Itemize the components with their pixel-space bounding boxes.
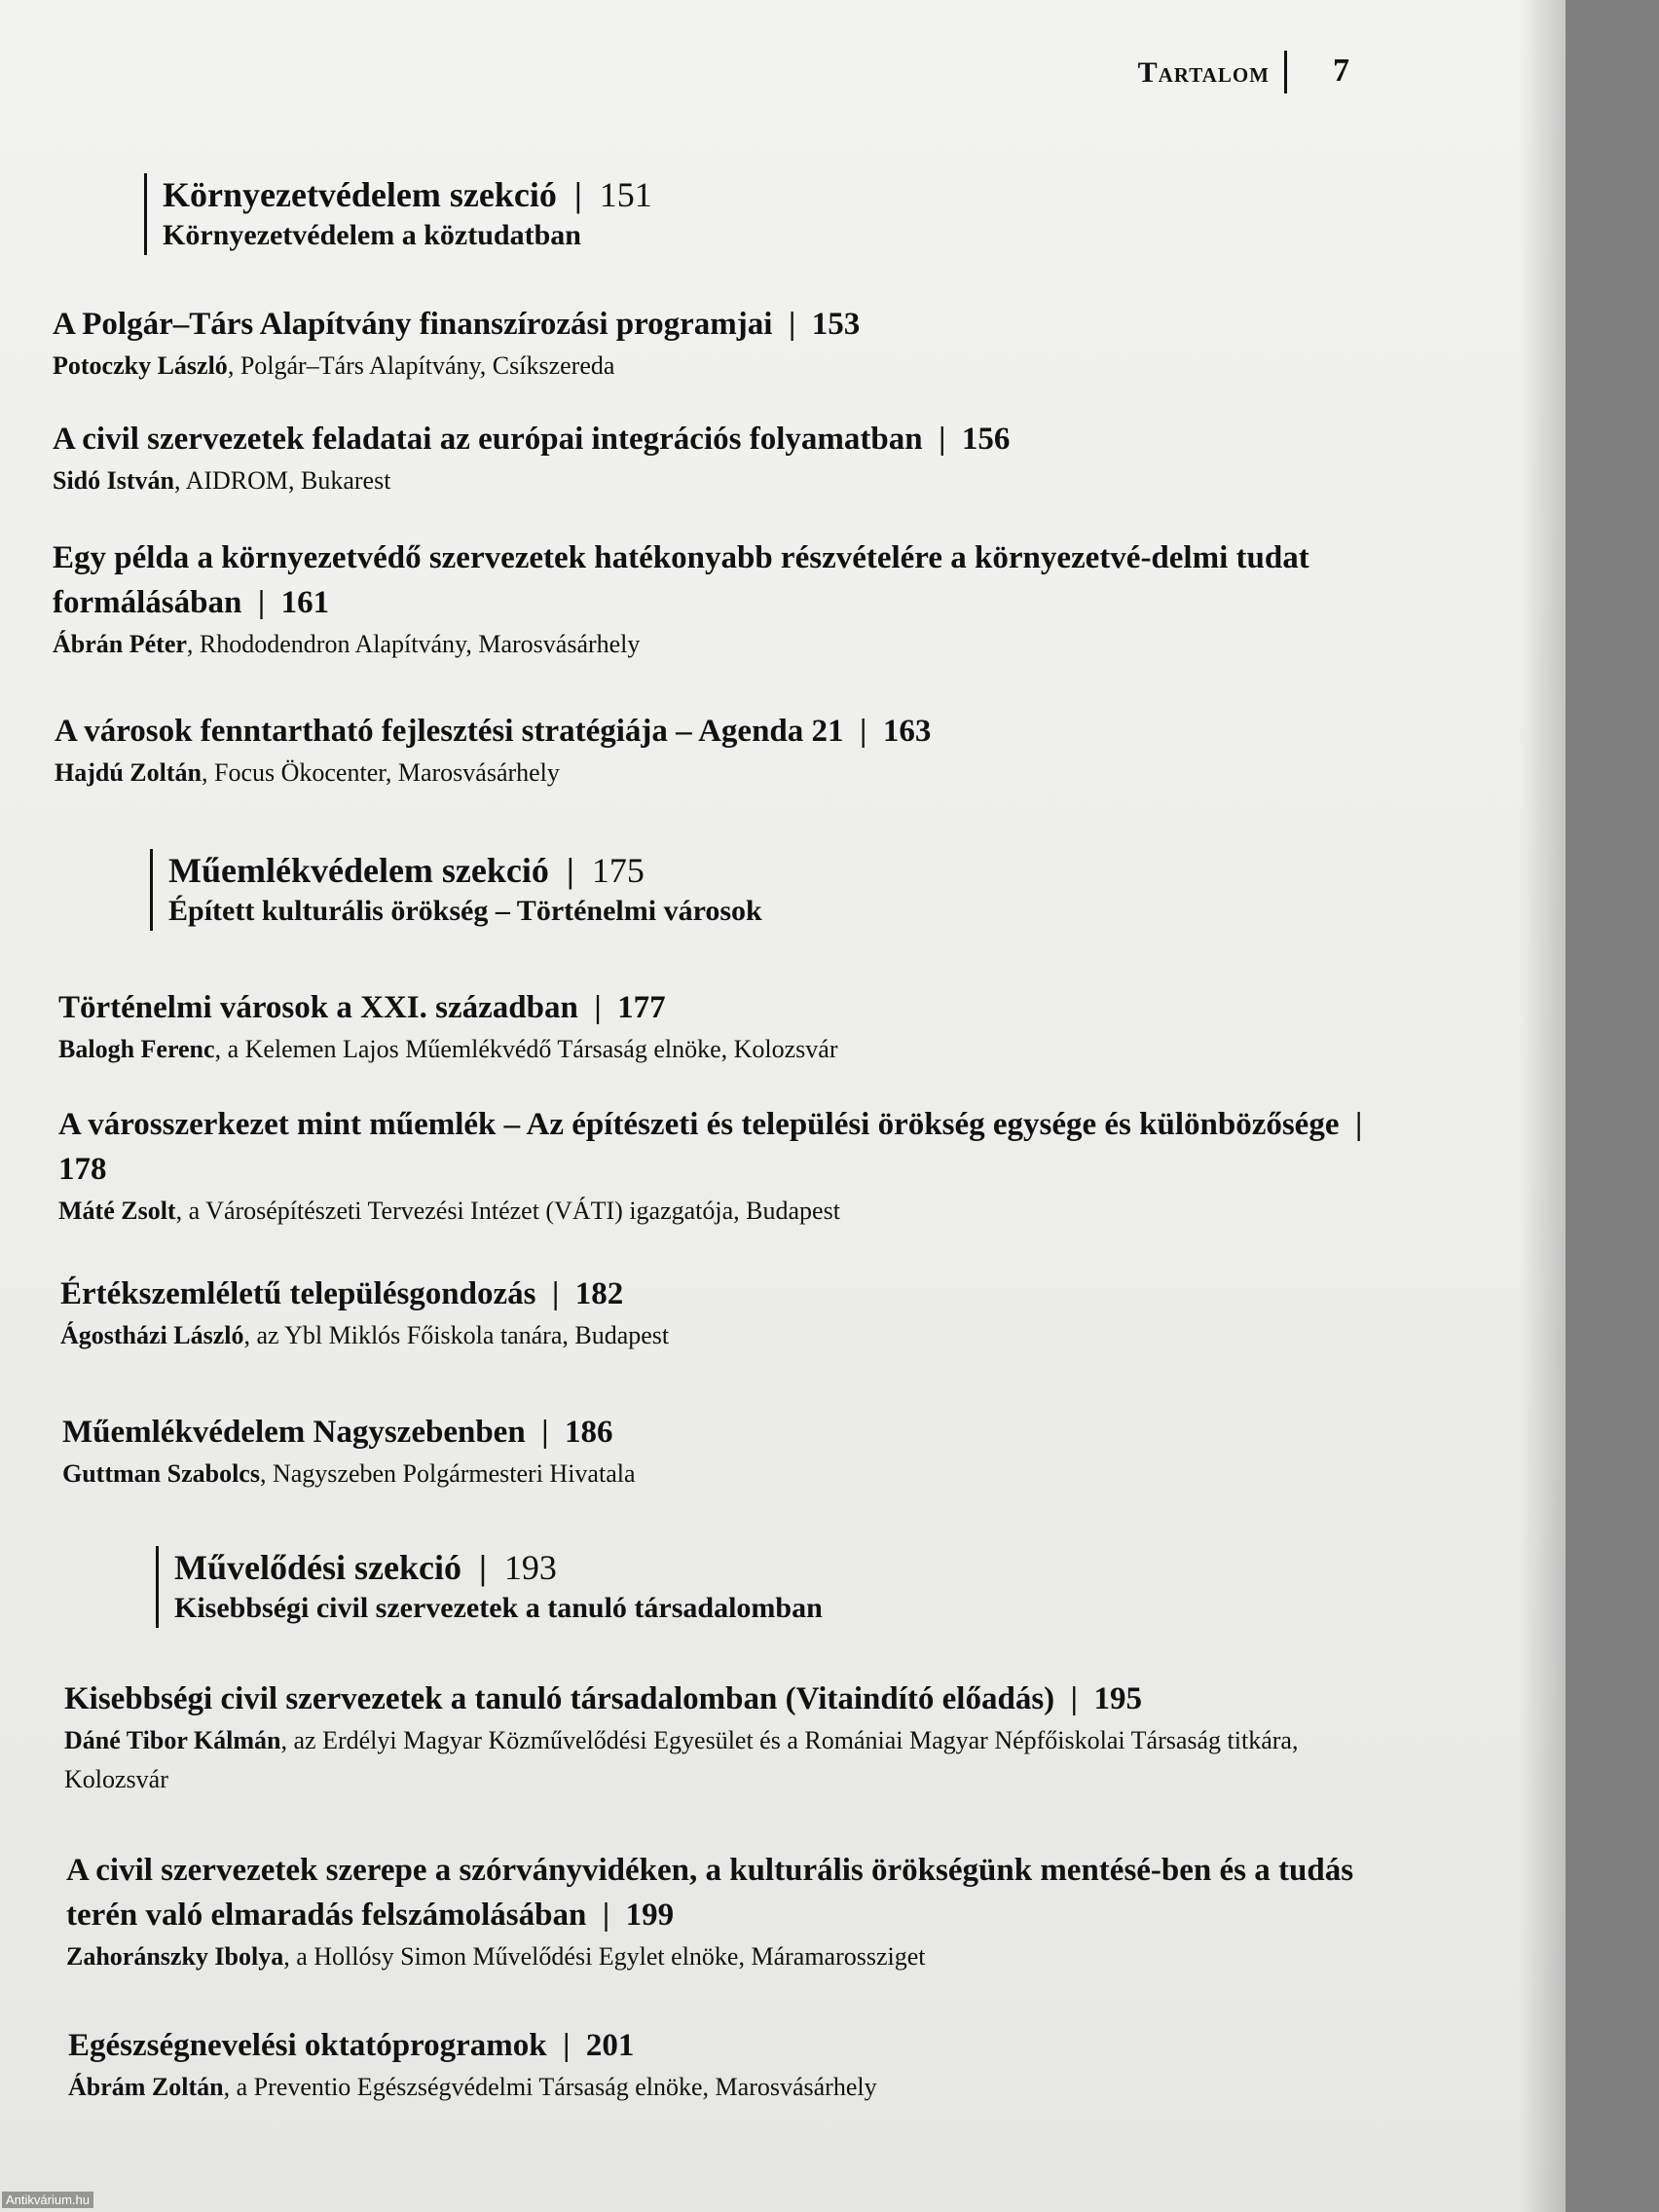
toc-entry[interactable]: Kisebbségi civil szervezetek a tanuló társadalomban (Vitaindító előadás) | 195 Dáné Tibor Kálmán, az Erdélyi Magyar Közművelődési Egyesület és a Romániai Magyar Népfőiskolai Társaság titkára, Kolozsvár xyxy=(64,1681,1299,1793)
toc-entry[interactable]: A civil szervezetek feladatai az európai integrációs folyamatban | 156 Sidó István, AIDROM, Bukarest xyxy=(53,422,1011,495)
entry-author: Potoczky László xyxy=(53,351,228,380)
entry-affiliation: , az Erdélyi Magyar Közművelődési Egyesület és a Romániai Magyar Népfőiskolai Társaság titkára, Kolozsvár xyxy=(64,1726,1299,1793)
page-number: 7 xyxy=(1333,53,1349,89)
entry-page: 195 xyxy=(1093,1681,1142,1716)
entry-affiliation: , a Városépítészeti Tervezési Intézet (VÁTI) igazgatója, Budapest xyxy=(175,1197,840,1225)
entry-page: 156 xyxy=(961,422,1011,457)
toc-entry[interactable]: Történelmi városok a XXI. században | 177 Balogh Ferenc, a Kelemen Lajos Műemlékvédő Társaság elnöke, Kolozsvár xyxy=(58,990,838,1063)
page-edge-shadow xyxy=(1519,0,1566,2212)
running-header xyxy=(1071,51,1363,93)
toc-entry[interactable]: Értékszemléletű településgondozás | 182 Ágostházi László, az Ybl Miklós Főiskola tanára, Budapest xyxy=(60,1276,670,1349)
section-title: Művelődési szekció xyxy=(174,1548,461,1587)
entry-author: Sidó István xyxy=(53,466,174,495)
section-page: 193 xyxy=(503,1548,557,1587)
toc-entry[interactable]: A Polgár–Társ Alapítvány finanszírozási programjai | 153 Potoczky László, Polgár–Társ Alapítvány, Csíkszereda xyxy=(53,307,861,380)
entry-author: Zahoránszky Ibolya xyxy=(66,1942,284,1971)
toc-entry[interactable]: A civil szervezetek szerepe a szórványvidéken, a kulturális örökségünk mentésé-ben és a tudás terén való elmaradás felszámolásában | 199 Zahoránszky Ibolya, a Hollósy Simon Művelődési Egylet elnöke, Máramarossziget xyxy=(66,1853,1354,1971)
header-divider xyxy=(1284,51,1287,93)
entry-page: 186 xyxy=(564,1415,613,1450)
entry-title: A városok fenntartható fejlesztési stratégiája – Agenda 21 xyxy=(55,714,844,749)
entry-title: A városszerkezet mint műemlék – Az építészeti és települési örökség egysége és különbözősége xyxy=(58,1107,1340,1142)
section-subtitle: Környezetvédelem a köztudatban xyxy=(163,219,581,251)
section-heading: Művelődési szekció | 193 Kisebbségi civil szervezetek a tanuló társadalomban xyxy=(156,1546,823,1628)
entry-author: Guttman Szabolcs xyxy=(62,1459,260,1488)
section-subtitle: Épített kulturális örökség – Történelmi városok xyxy=(168,895,762,927)
entry-author: Ábrám Zoltán xyxy=(68,2073,224,2101)
entry-author: Hajdú Zoltán xyxy=(55,758,202,787)
entry-affiliation: , a Hollósy Simon Művelődési Egylet elnöke, Máramarossziget xyxy=(283,1942,926,1971)
entry-title: Egy példa a környezetvédő szervezetek hatékonyabb részvételére a környezetvé-delmi tudat formálásában xyxy=(53,540,1309,620)
entry-page: 177 xyxy=(617,990,666,1025)
entry-affiliation: , AIDROM, Bukarest xyxy=(174,466,391,495)
entry-affiliation: , Nagyszeben Polgármesteri Hivatala xyxy=(259,1459,636,1488)
entry-author: Ágostházi László xyxy=(60,1321,244,1349)
entry-page: 153 xyxy=(811,307,861,342)
entry-page: 163 xyxy=(882,714,932,749)
toc-entry[interactable]: A városszerkezet mint műemlék – Az építészeti és települési örökség egysége és különbözősége | 178 Máté Zsolt, a Városépítészeti Tervezési Intézet (VÁTI) igazgatója, Budapest xyxy=(58,1107,1371,1225)
section-page: 151 xyxy=(599,175,652,214)
entry-affiliation: , a Preventio Egészségvédelmi Társaság elnöke, Marosvásárhely xyxy=(223,2073,877,2101)
watermark: Antikvárium.hu xyxy=(2,2192,93,2208)
entry-page: 178 xyxy=(58,1152,107,1187)
toc-entry[interactable]: Egy példa a környezetvédő szervezetek hatékonyabb részvételére a környezetvé-delmi tudat formálásában | 161 Ábrán Péter, Rhododendron Alapítvány, Marosvásárhely xyxy=(53,540,1309,658)
entry-author: Balogh Ferenc xyxy=(58,1035,215,1063)
entry-affiliation: , Rhododendron Alapítvány, Marosvásárhely xyxy=(186,630,641,658)
entry-affiliation: , az Ybl Miklós Főiskola tanára, Budapest xyxy=(243,1321,670,1349)
entry-title: A civil szervezetek feladatai az európai integrációs folyamatban xyxy=(53,422,923,457)
entry-title: Történelmi városok a XXI. században xyxy=(58,990,578,1025)
entry-title: Műemlékvédelem Nagyszebenben xyxy=(62,1415,526,1450)
entry-page: 182 xyxy=(574,1276,624,1311)
section-title: Műemlékvédelem szekció xyxy=(168,851,549,890)
section-heading: Környezetvédelem szekció | 151 Környezetvédelem a köztudatban xyxy=(144,173,652,255)
entry-page: 161 xyxy=(280,585,330,620)
header-title: Tartalom xyxy=(1137,56,1270,89)
entry-page: 201 xyxy=(585,2028,635,2063)
section-subtitle: Kisebbségi civil szervezetek a tanuló társadalomban xyxy=(174,1592,823,1624)
entry-title: Kisebbségi civil szervezetek a tanuló társadalomban (Vitaindító előadás) xyxy=(64,1681,1055,1716)
entry-affiliation: , Polgár–Társ Alapítvány, Csíkszereda xyxy=(227,351,615,380)
section-title: Környezetvédelem szekció xyxy=(163,175,557,214)
entry-title: Értékszemléletű településgondozás xyxy=(60,1276,536,1311)
toc-entry[interactable]: Műemlékvédelem Nagyszebenben | 186 Guttman Szabolcs, Nagyszeben Polgármesteri Hivatala xyxy=(62,1415,636,1488)
entry-title: A civil szervezetek szerepe a szórványvidéken, a kulturális örökségünk mentésé-ben és a tudás terén való elmaradás felszámolásában xyxy=(66,1853,1354,1933)
entry-author: Ábrán Péter xyxy=(53,630,187,658)
entry-affiliation: , a Kelemen Lajos Műemlékvédő Társaság elnöke, Kolozsvár xyxy=(214,1035,838,1063)
section-page: 175 xyxy=(591,851,645,890)
entry-author: Máté Zsolt xyxy=(58,1197,176,1225)
section-heading: Műemlékvédelem szekció | 175 Épített kulturális örökség – Történelmi városok xyxy=(150,849,762,931)
entry-affiliation: , Focus Ökocenter, Marosvásárhely xyxy=(202,758,560,787)
toc-entry[interactable]: A városok fenntartható fejlesztési stratégiája – Agenda 21 | 163 Hajdú Zoltán, Focus Ökocenter, Marosvásárhely xyxy=(55,714,932,787)
entry-title: A Polgár–Társ Alapítvány finanszírozási programjai xyxy=(53,307,773,342)
entry-author: Dáné Tibor Kálmán xyxy=(64,1726,281,1754)
entry-page: 199 xyxy=(625,1898,675,1933)
toc-entry[interactable]: Egészségnevelési oktatóprogramok | 201 Ábrám Zoltán, a Preventio Egészségvédelmi Társaság elnöke, Marosvásárhely xyxy=(68,2028,877,2101)
entry-title: Egészségnevelési oktatóprogramok xyxy=(68,2028,547,2063)
